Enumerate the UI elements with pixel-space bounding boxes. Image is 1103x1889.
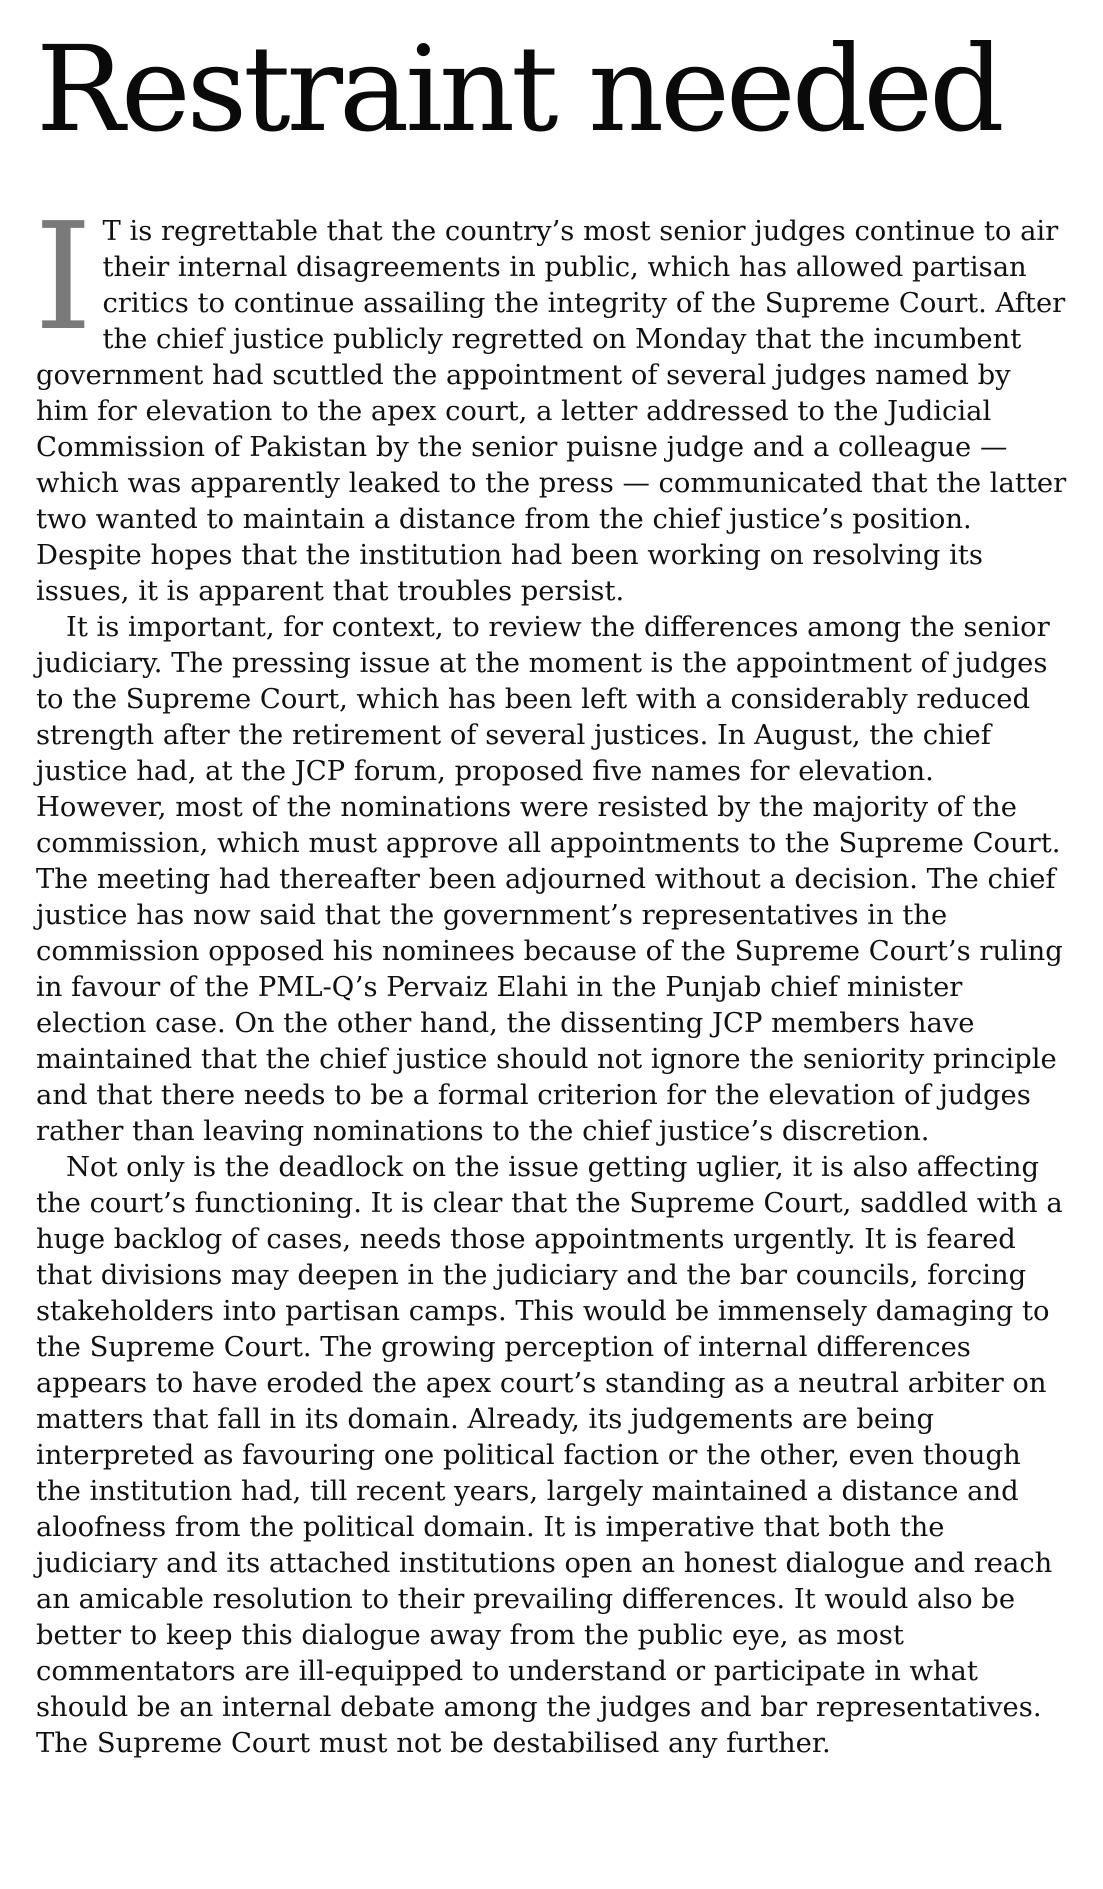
paragraph-1-text: T is regrettable that the country’s most senior judges continue to air their internal disagreements in public, which has allowed partisan critics to continue assailing the integrity of the Supreme Court. After the chief justice publicly regretted on Monday that the incumbent government had scuttled the appointment of several judges named by him for elevation to the apex court, a letter addressed to the Judicial Commission of Pakistan by the senior puisne judge and a colleague — which was apparently leaked to the press — communicated that the latter two wanted to maintain a distance from the chief justice’s position. Despite hopes that the institution had been working on resolving its issues, it is apparent that troubles persist.	[36, 216, 1067, 607]
article-body	[34, 191, 1071, 1762]
editorial-article	[36, 0, 1071, 1762]
paragraph-3: Not only is the deadlock on the issue getting uglier, it is also affecting the court’s functioning. It is clear that the Supreme Court, saddled with a huge backlog of cases, needs those appointments urgently. It is feared that divisions may deepen in the judiciary and the bar councils, forcing stakeholders into partisan camps. This would be immensely damaging to the Supreme Court. The growing perception of internal differences appears to have eroded the apex court’s standing as a neutral arbiter on matters that fall in its domain. Already, its judgements are being interpreted as favouring one political faction or the other, even though the institution had, till recent years, largely maintained a distance and aloofness from the political domain. It is imperative that both the judiciary and its attached institutions open an honest dialogue and reach an amicable resolution to their prevailing differences. It would also be better to keep this dialogue away from the public eye, as most commentators are ill-equipped to understand or participate in what should be an internal debate among the judges and bar representatives. The Supreme Court must not be destabilised any further.	[36, 1152, 1063, 1759]
headline: Restraint needed	[36, 20, 1001, 158]
paragraph-2: It is important, for context, to review the differences among the senior judiciary. The pressing issue at the moment is the appointment of judges to the Supreme Court, which has been left with a considerably reduced strength after the retirement of several justices. In August, the chief justice had, at the JCP forum, proposed five names for elevation. However, most of the nominations were resisted by the majority of the commission, which must approve all appointments to the Supreme Court. The meeting had thereafter been adjourned without a decision. The chief justice has now said that the government’s representatives in the commission opposed his nominees because of the Supreme Court’s ruling in favour of the PML-Q’s Pervaiz Elahi in the Punjab chief minister election case. On the other hand, the dissenting JCP members have maintained that the chief justice should not ignore the seniority principle and that there needs to be a formal criterion for the elevation of judges rather than leaving nominations to the chief justice’s discretion.	[36, 612, 1063, 1147]
drop-cap: I	[34, 191, 93, 363]
paragraph-1	[34, 191, 1071, 610]
